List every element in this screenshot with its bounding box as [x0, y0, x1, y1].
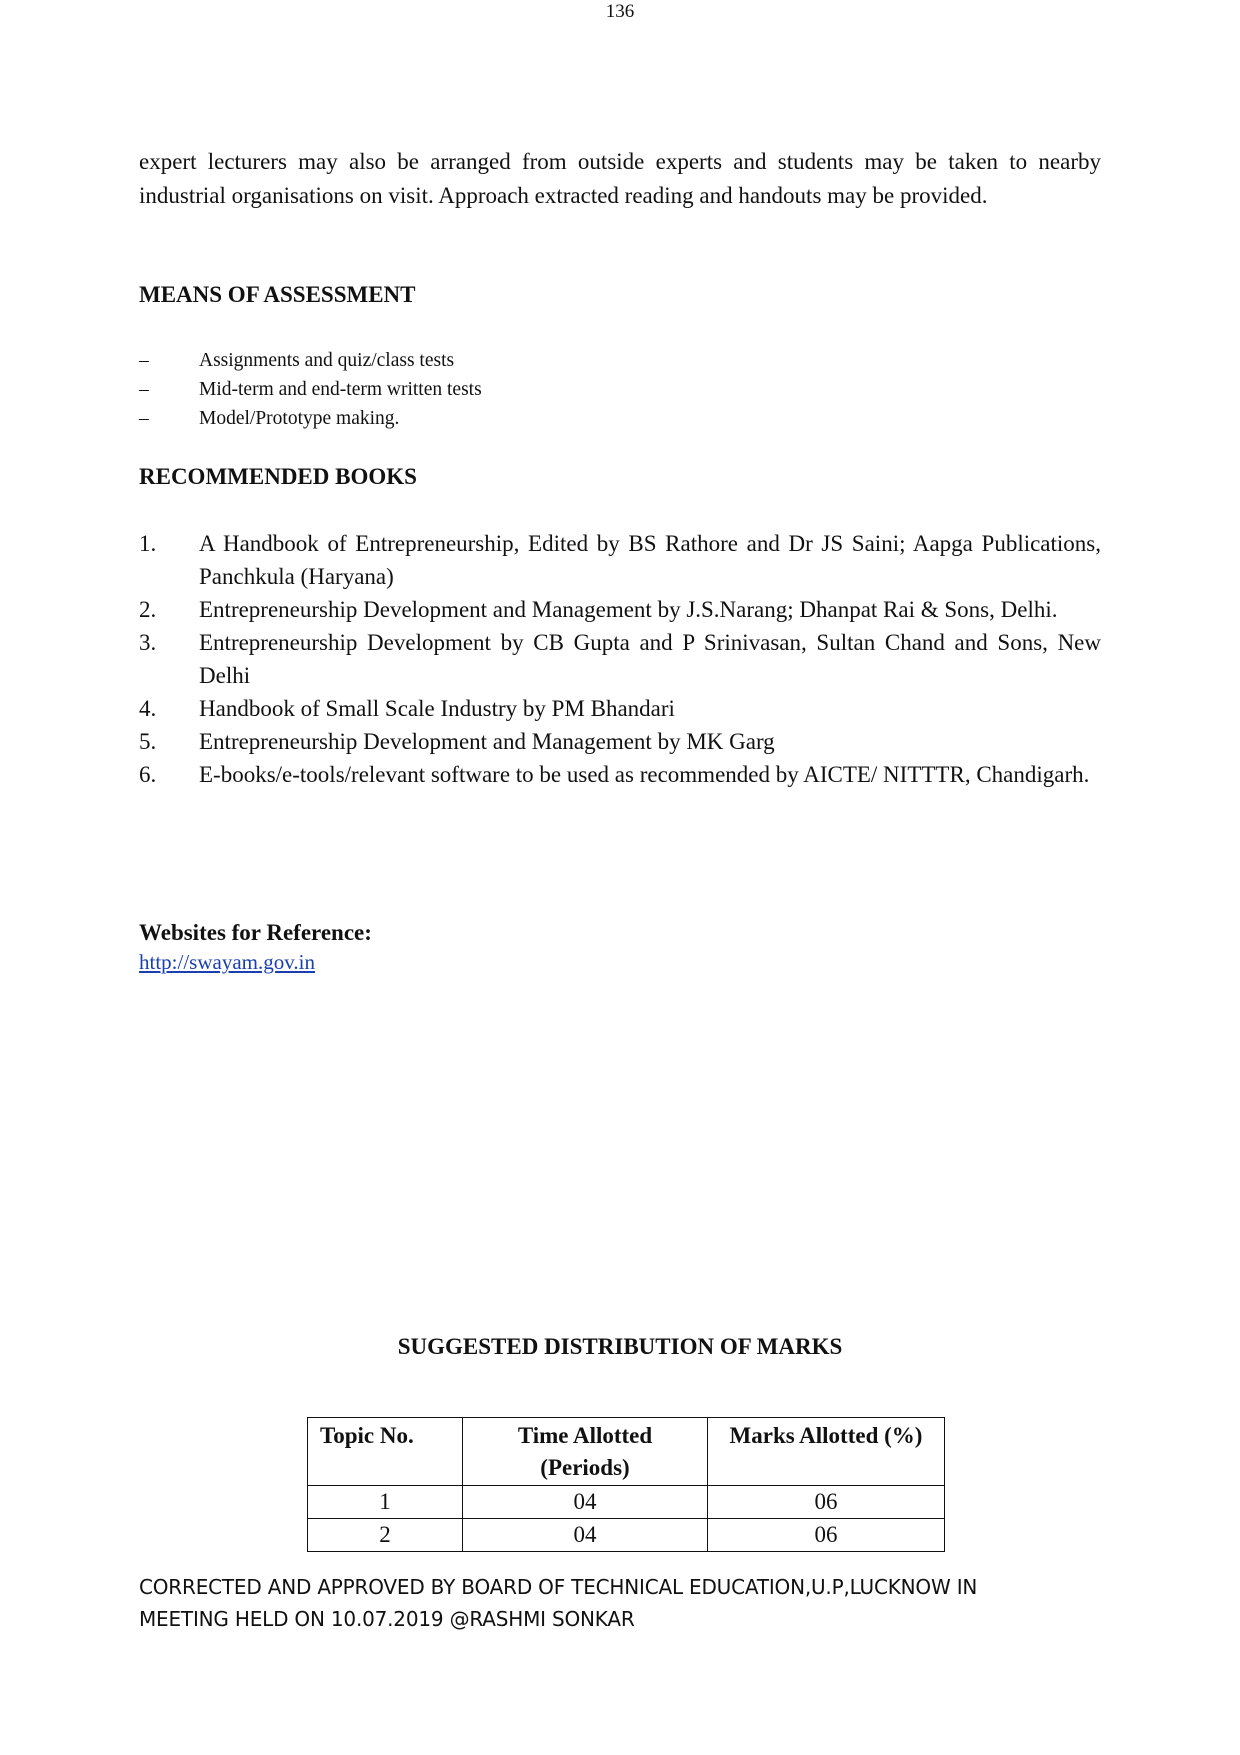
book-number: 5. — [139, 729, 157, 754]
footer-line-1: CORRECTED AND APPROVED BY BOARD OF TECHNICAL EDUCATION,U.P,LUCKNOW IN — [139, 1575, 978, 1599]
cell-marks: 06 — [708, 1519, 945, 1552]
cell-topic: 1 — [308, 1486, 463, 1519]
list-item — [139, 758, 1101, 791]
book-number: 4. — [139, 696, 157, 721]
cell-marks: 06 — [708, 1486, 945, 1519]
book-number: 6. — [139, 762, 157, 787]
assessment-item-text: Model/Prototype making. — [199, 408, 400, 429]
table-header-row — [308, 1418, 945, 1486]
header-time-line2: (Periods) — [540, 1455, 630, 1480]
assessment-item-text: Mid-term and end-term written tests — [199, 379, 482, 400]
book-text: E-books/e-tools/relevant software to be used as recommended by AICTE/ NITTTR, Chandigarh. — [199, 762, 1090, 787]
header-marks: Marks Allotted (%) — [708, 1418, 945, 1486]
assessment-item-text: Assignments and quiz/class tests — [199, 350, 455, 371]
header-topic: Topic No. — [308, 1418, 463, 1486]
websites-heading: Websites for Reference: — [139, 920, 372, 945]
list-item — [139, 375, 1101, 404]
website-link[interactable]: http://swayam.gov.in — [139, 950, 315, 974]
dash-bullet: – — [139, 350, 149, 371]
book-number: 3. — [139, 630, 157, 655]
list-item — [139, 692, 1101, 725]
list-item — [139, 626, 1101, 692]
cell-time: 04 — [463, 1486, 708, 1519]
assessment-list — [139, 346, 1101, 433]
books-list — [139, 527, 1101, 791]
list-item — [139, 527, 1101, 593]
book-text: A Handbook of Entrepreneurship, Edited by BS Rathore and Dr JS Saini; Aapga Publications, Panchkula (Haryana) — [199, 531, 1101, 589]
assessment-heading: MEANS OF ASSESSMENT — [139, 282, 416, 307]
books-heading: RECOMMENDED BOOKS — [139, 464, 417, 489]
cell-topic: 2 — [308, 1519, 463, 1552]
list-item — [139, 404, 1101, 433]
book-text: Handbook of Small Scale Industry by PM Bhandari — [199, 696, 675, 721]
book-text: Entrepreneurship Development and Management by J.S.Narang; Dhanpat Rai & Sons, Delhi. — [199, 597, 1058, 622]
book-text: Entrepreneurship Development and Management by MK Garg — [199, 729, 775, 754]
book-number: 1. — [139, 531, 157, 556]
footer-line-2: MEETING HELD ON 10.07.2019 @RASHMI SONKAR — [139, 1607, 635, 1631]
book-text: Entrepreneurship Development by CB Gupta and P Srinivasan, Sultan Chand and Sons, New Delhi — [199, 630, 1101, 688]
table-row — [308, 1519, 945, 1552]
dash-bullet: – — [139, 408, 149, 429]
dash-bullet: – — [139, 379, 149, 400]
header-time-line1: Time Allotted — [517, 1423, 653, 1448]
approval-footer — [139, 1571, 1139, 1635]
marks-table — [307, 1417, 945, 1552]
intro-paragraph: expert lecturers may also be arranged from outside experts and students may be taken to nearby industrial organisations on visit. Approach extracted reading and handouts may be provided. — [139, 149, 1101, 208]
cell-time: 04 — [463, 1519, 708, 1552]
page-content — [139, 145, 1101, 974]
list-item — [139, 593, 1101, 626]
list-item — [139, 346, 1101, 375]
table-row — [308, 1486, 945, 1519]
book-number: 2. — [139, 597, 157, 622]
page-number: 136 — [605, 1, 635, 22]
marks-distribution-title: SUGGESTED DISTRIBUTION OF MARKS — [397, 1334, 843, 1359]
header-time — [463, 1418, 708, 1486]
list-item — [139, 725, 1101, 758]
